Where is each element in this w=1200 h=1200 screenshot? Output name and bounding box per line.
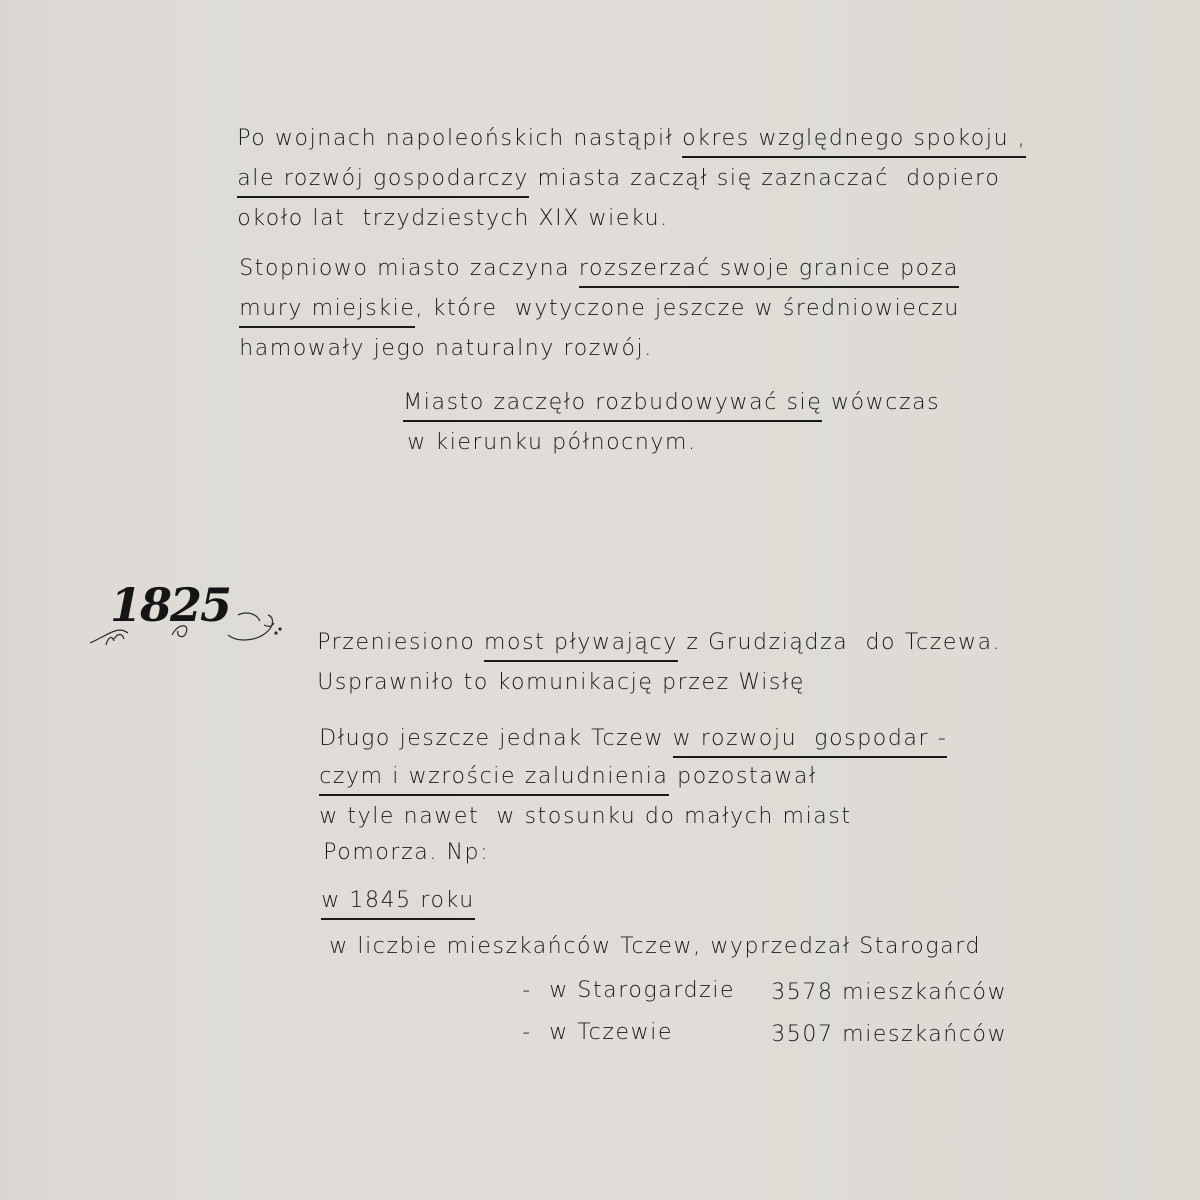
p3-line-2 xyxy=(390,404,697,456)
text: Przeniesiono xyxy=(317,630,485,655)
text: pozostawał xyxy=(668,764,817,789)
dash: - xyxy=(522,1020,532,1045)
underlined-phrase: rozszerzać swoje granice poza xyxy=(579,256,959,288)
text: Usprawniło to komunikację przez Wisłę xyxy=(317,670,805,695)
underlined-phrase: mury miejskie xyxy=(239,296,415,328)
underlined-phrase: ale rozwój gospodarczy xyxy=(237,166,529,198)
population-count: 3578 mieszkańców xyxy=(771,980,1008,1005)
text: w liczbie mieszkańców Tczew, wyprzedzał Starogard xyxy=(329,934,982,959)
text: hamowały jego naturalny rozwój. xyxy=(239,336,653,361)
example-heading xyxy=(304,862,475,914)
text: Pomorza. Np: xyxy=(323,840,490,865)
text: Po wojnach napoleońskich nastąpił xyxy=(237,126,683,151)
text: Długo jeszcze jednak Tczew xyxy=(319,726,673,751)
year-heading: 1825 xyxy=(110,578,231,632)
underlined-phrase: w 1845 roku xyxy=(321,888,475,920)
text: w kierunku północnym. xyxy=(407,430,697,455)
p4-line-2 xyxy=(300,644,805,696)
underlined-phrase: w rozwoju gospodar - xyxy=(673,726,948,758)
text: wówczas xyxy=(822,390,941,415)
text: , które wytyczone jeszcze w średniowieczu xyxy=(415,296,960,321)
text: z Grudziądza do Tczewa. xyxy=(677,630,1002,655)
underlined-phrase: most pływający xyxy=(484,630,678,662)
underlined-phrase: Miasto zaczęło rozbudowywać się xyxy=(403,390,822,422)
underlined-phrase: okres względnego spokoju , xyxy=(682,126,1026,158)
p5-line-4 xyxy=(306,814,489,866)
p1-line-3 xyxy=(220,180,669,232)
dash: - xyxy=(522,978,532,1003)
p2-line-3 xyxy=(222,310,653,362)
example-row-tczew xyxy=(505,994,532,1046)
text: Stopniowo miasto zaczyna xyxy=(239,256,579,281)
place-name: w Tczewie xyxy=(549,1020,674,1045)
example-row-tczew-count xyxy=(754,996,1007,1048)
population-count: 3507 mieszkańców xyxy=(771,1022,1008,1047)
underlined-phrase: czym i wzroście zaludnienia xyxy=(319,764,668,796)
example-row-tczew-place xyxy=(532,994,673,1046)
place-name: w Starogardzie xyxy=(549,978,736,1003)
text: w tyle nawet w stosunku do małych miast xyxy=(319,804,852,829)
text: około lat trzydziestych XIX wieku. xyxy=(237,206,669,231)
text: miasta zaczął się zaznaczać dopiero xyxy=(528,166,1001,191)
